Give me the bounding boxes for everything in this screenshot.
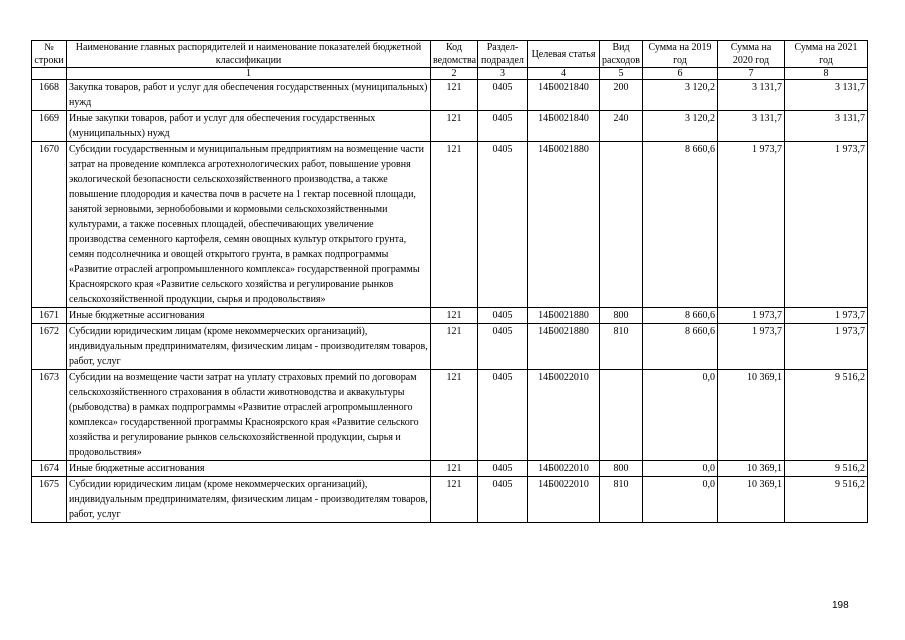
row-dept-code: 121 [431, 80, 478, 111]
row-section: 0405 [478, 324, 528, 370]
row-sum-2021: 9 516,2 [785, 370, 868, 461]
row-sum-2021: 1 973,7 [785, 308, 868, 324]
row-sum-2020: 10 369,1 [718, 370, 785, 461]
row-sum-2021: 1 973,7 [785, 324, 868, 370]
budget-table [31, 40, 868, 523]
row-dept-code: 121 [431, 370, 478, 461]
row-sum-2020: 10 369,1 [718, 461, 785, 477]
row-expense-type [600, 142, 643, 308]
row-section: 0405 [478, 477, 528, 523]
row-sum-2019: 0,0 [643, 477, 718, 523]
row-number: 1674 [32, 461, 67, 477]
row-expense-type [600, 370, 643, 461]
row-number: 1675 [32, 477, 67, 523]
row-sum-2021: 1 973,7 [785, 142, 868, 308]
table-row [32, 308, 868, 324]
row-number: 1669 [32, 111, 67, 142]
row-target: 14Б0021840 [528, 80, 600, 111]
header-dept-code: Код ведомства [431, 41, 478, 68]
table-row [32, 142, 868, 308]
table-row [32, 80, 868, 111]
row-number: 1673 [32, 370, 67, 461]
column-number: 1 [67, 68, 431, 80]
row-sum-2021: 9 516,2 [785, 461, 868, 477]
row-target: 14Б0021840 [528, 111, 600, 142]
row-sum-2019: 8 660,6 [643, 308, 718, 324]
row-name: Субсидии на возмещение части затрат на уплату страховых премий по договорам сельскохозяйственного страхования в области животноводства и аквакультуры (рыбоводства) в рамках подпрограммы «Развитие отраслей агропромышленного комплекса» государственной программы Красноярского края «Развитие сельского хозяйства и регулирование рынков сельскохозяйственной продукции, сырья и продовольствия» [67, 370, 431, 461]
row-sum-2019: 8 660,6 [643, 142, 718, 308]
column-number: 3 [478, 68, 528, 80]
row-section: 0405 [478, 308, 528, 324]
row-number: 1670 [32, 142, 67, 308]
table-row [32, 111, 868, 142]
row-sum-2020: 1 973,7 [718, 308, 785, 324]
row-sum-2020: 1 973,7 [718, 324, 785, 370]
row-sum-2020: 3 131,7 [718, 111, 785, 142]
row-section: 0405 [478, 142, 528, 308]
header-name: Наименование главных распорядителей и наименование показателей бюджетной классификации [67, 41, 431, 68]
row-section: 0405 [478, 80, 528, 111]
row-target: 14Б0021880 [528, 324, 600, 370]
column-number [32, 68, 67, 80]
header-section: Раздел-подраздел [478, 41, 528, 68]
header-target: Целевая статья [528, 41, 600, 68]
table-row [32, 324, 868, 370]
column-number: 8 [785, 68, 868, 80]
row-sum-2021: 9 516,2 [785, 477, 868, 523]
row-sum-2019: 0,0 [643, 461, 718, 477]
column-number: 7 [718, 68, 785, 80]
column-numbers-row [32, 68, 868, 80]
row-target: 14Б0022010 [528, 370, 600, 461]
row-expense-type: 810 [600, 324, 643, 370]
table-row [32, 477, 868, 523]
row-sum-2020: 3 131,7 [718, 80, 785, 111]
row-name: Субсидии юридическим лицам (кроме некоммерческих организаций), индивидуальным предпринимателям, физическим лицам - производителям товаров, работ, услуг [67, 324, 431, 370]
row-name: Субсидии государственным и муниципальным предприятиям на возмещение части затрат на проведение комплекса агротехнологических работ, повышение уровня экологической безопасности сельскохозяйственного производства, а также повышение плодородия и качества почв в расчете на 1 гектар посевной площади, занятой зерновыми, зернобобовыми и кормовыми сельскохозяйственными культурами, а также посевных площадей, обеспечивающих увеличение производства семенного картофеля, семян овощных культур открытого грунта, семян подсолнечника и овощей открытого грунта, в рамках подпрограммы «Развитие отраслей агропромышленного комплекса» государственной программы Красноярского края «Развитие сельского хозяйства и регулирование рынков сельскохозяйственной продукции, сырья и продовольствия» [67, 142, 431, 308]
row-dept-code: 121 [431, 308, 478, 324]
column-number: 6 [643, 68, 718, 80]
row-dept-code: 121 [431, 324, 478, 370]
table-row [32, 461, 868, 477]
row-name: Субсидии юридическим лицам (кроме некоммерческих организаций), индивидуальным предпринимателям, физическим лицам - производителям товаров, работ, услуг [67, 477, 431, 523]
row-sum-2019: 3 120,2 [643, 111, 718, 142]
row-expense-type: 800 [600, 308, 643, 324]
row-section: 0405 [478, 370, 528, 461]
header-row [32, 41, 868, 68]
row-dept-code: 121 [431, 111, 478, 142]
row-target: 14Б0021880 [528, 142, 600, 308]
row-name: Иные бюджетные ассигнования [67, 308, 431, 324]
page-number: 198 [832, 600, 849, 611]
header-row-num: № строки [32, 41, 67, 68]
header-sum-2021: Сумма на 2021 год [785, 41, 868, 68]
row-sum-2019: 3 120,2 [643, 80, 718, 111]
row-expense-type: 200 [600, 80, 643, 111]
row-dept-code: 121 [431, 477, 478, 523]
row-number: 1668 [32, 80, 67, 111]
row-expense-type: 800 [600, 461, 643, 477]
row-name: Закупка товаров, работ и услуг для обеспечения государственных (муниципальных) нужд [67, 80, 431, 111]
row-target: 14Б0022010 [528, 477, 600, 523]
column-number: 2 [431, 68, 478, 80]
row-sum-2019: 0,0 [643, 370, 718, 461]
row-expense-type: 810 [600, 477, 643, 523]
row-name: Иные бюджетные ассигнования [67, 461, 431, 477]
header-sum-2019: Сумма на 2019 год [643, 41, 718, 68]
row-sum-2020: 10 369,1 [718, 477, 785, 523]
row-expense-type: 240 [600, 111, 643, 142]
row-sum-2019: 8 660,6 [643, 324, 718, 370]
row-section: 0405 [478, 111, 528, 142]
row-target: 14Б0022010 [528, 461, 600, 477]
row-dept-code: 121 [431, 142, 478, 308]
header-sum-2020: Сумма на 2020 год [718, 41, 785, 68]
row-sum-2021: 3 131,7 [785, 80, 868, 111]
column-number: 4 [528, 68, 600, 80]
row-section: 0405 [478, 461, 528, 477]
column-number: 5 [600, 68, 643, 80]
row-number: 1671 [32, 308, 67, 324]
row-target: 14Б0021880 [528, 308, 600, 324]
row-dept-code: 121 [431, 461, 478, 477]
row-number: 1672 [32, 324, 67, 370]
row-sum-2020: 1 973,7 [718, 142, 785, 308]
table-row [32, 370, 868, 461]
row-name: Иные закупки товаров, работ и услуг для обеспечения государственных (муниципальных) нужд [67, 111, 431, 142]
row-sum-2021: 3 131,7 [785, 111, 868, 142]
header-expense-type: Вид расходов [600, 41, 643, 68]
